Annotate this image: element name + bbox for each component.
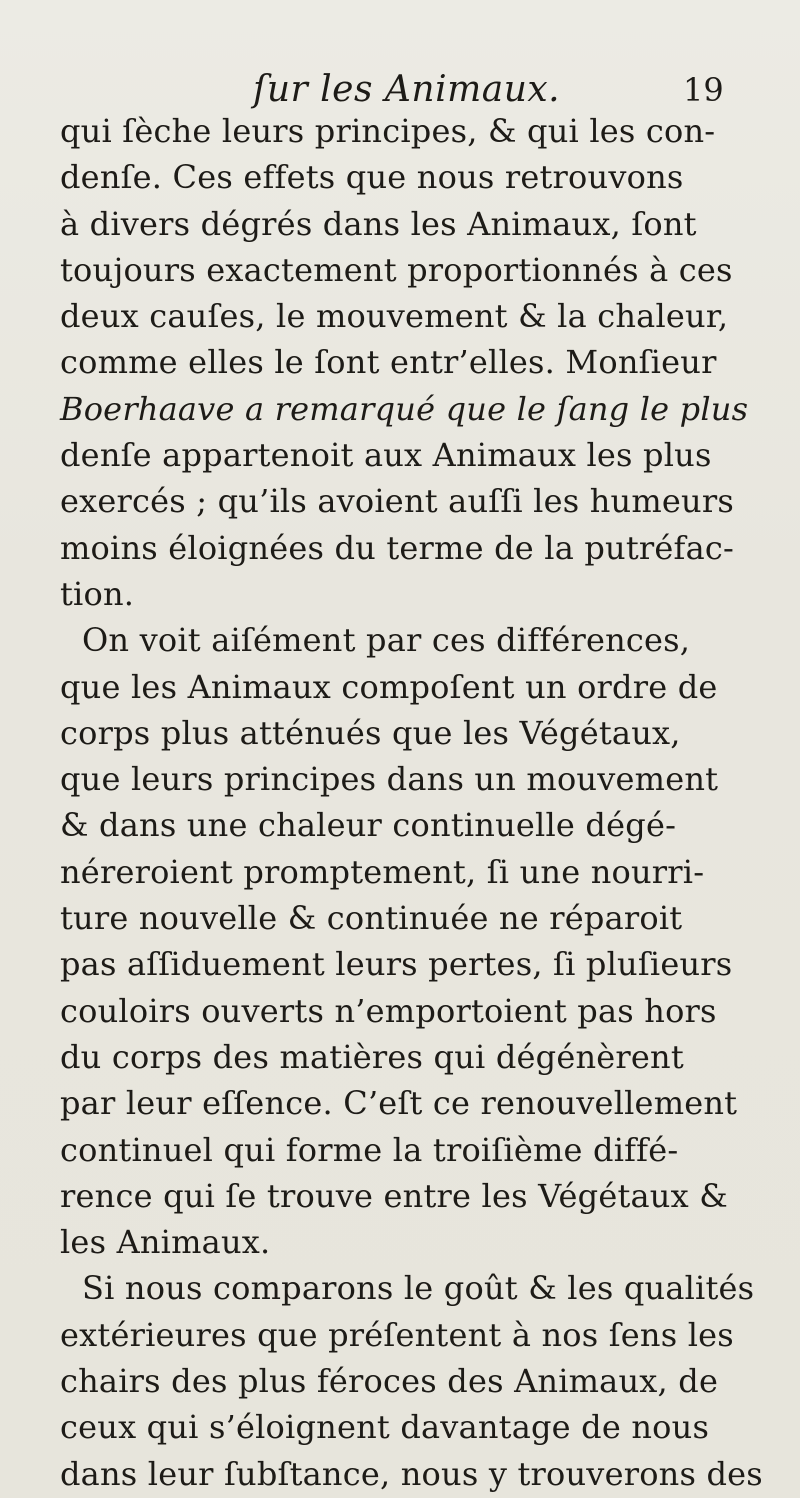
- text-line: dans leur ſubſtance, nous y trouverons des: [60, 1454, 763, 1493]
- text-line: néreroient promptement, ſi une nourri-: [60, 852, 705, 891]
- text-line: comme elles le ſont entr’elles. Monſieur: [60, 343, 717, 382]
- text-line: les Animaux.: [60, 1223, 271, 1262]
- text-line: qui ſèche leurs principes, & qui les con-: [60, 112, 716, 150]
- text-line: On voit aiſément par ces différences,: [82, 621, 691, 660]
- page-number: 19: [683, 71, 724, 109]
- text-line: ceux qui s’éloignent davantage de nous: [60, 1408, 710, 1447]
- text-line: à divers dégrés dans les Animaux, ſont: [60, 204, 697, 243]
- text-line: tion.: [60, 574, 135, 613]
- text-line: & dans une chaleur continuelle dégé-: [60, 806, 677, 845]
- text-line: extérieures que préſentent à nos ſens les: [60, 1315, 734, 1354]
- text-line: deux cauſes, le mouvement & la chaleur,: [60, 297, 729, 336]
- text-line: que leurs principes dans un mouvement: [60, 760, 719, 799]
- text-line: du corps des matières qui dégénèrent: [60, 1037, 684, 1076]
- text-line: chairs des plus féroces des Animaux, de: [60, 1362, 719, 1401]
- text-line: exercés ; qu’ils avoient auſſi les humeurs: [60, 482, 734, 521]
- text-line: corps plus atténués que les Végétaux,: [60, 713, 681, 752]
- text-line: couloirs ouverts n’emportoient pas hors: [60, 991, 717, 1030]
- text-line: Boerhaave a remarqué que le ſang le plus: [60, 389, 749, 428]
- body-text: [60, 108, 763, 1497]
- text-line: denſe appartenoit aux Animaux les plus: [60, 436, 712, 475]
- text-line: denſe. Ces effets que nous retrouvons: [60, 158, 684, 197]
- page-header: [0, 70, 800, 110]
- text-line: continuel qui forme la troiſième diffé-: [60, 1130, 679, 1169]
- text-line: toujours exactement proportionnés à ces: [60, 250, 733, 289]
- text-line: par leur eſſence. C’eſt ce renouvellement: [60, 1084, 738, 1123]
- text-line: pas aſſiduement leurs pertes, ſi pluſieurs: [60, 945, 733, 984]
- text-line: Si nous comparons le goût & les qualités: [82, 1269, 755, 1308]
- running-title: ſur les Animaux.: [253, 69, 561, 110]
- text-line: moins éloignées du terme de la putréfac-: [60, 528, 735, 567]
- text-line: rence qui ſe trouve entre les Végétaux &: [60, 1176, 728, 1215]
- text-line: que les Animaux compoſent un ordre de: [60, 667, 718, 706]
- text-line: ture nouvelle & continuée ne réparoit: [60, 899, 683, 938]
